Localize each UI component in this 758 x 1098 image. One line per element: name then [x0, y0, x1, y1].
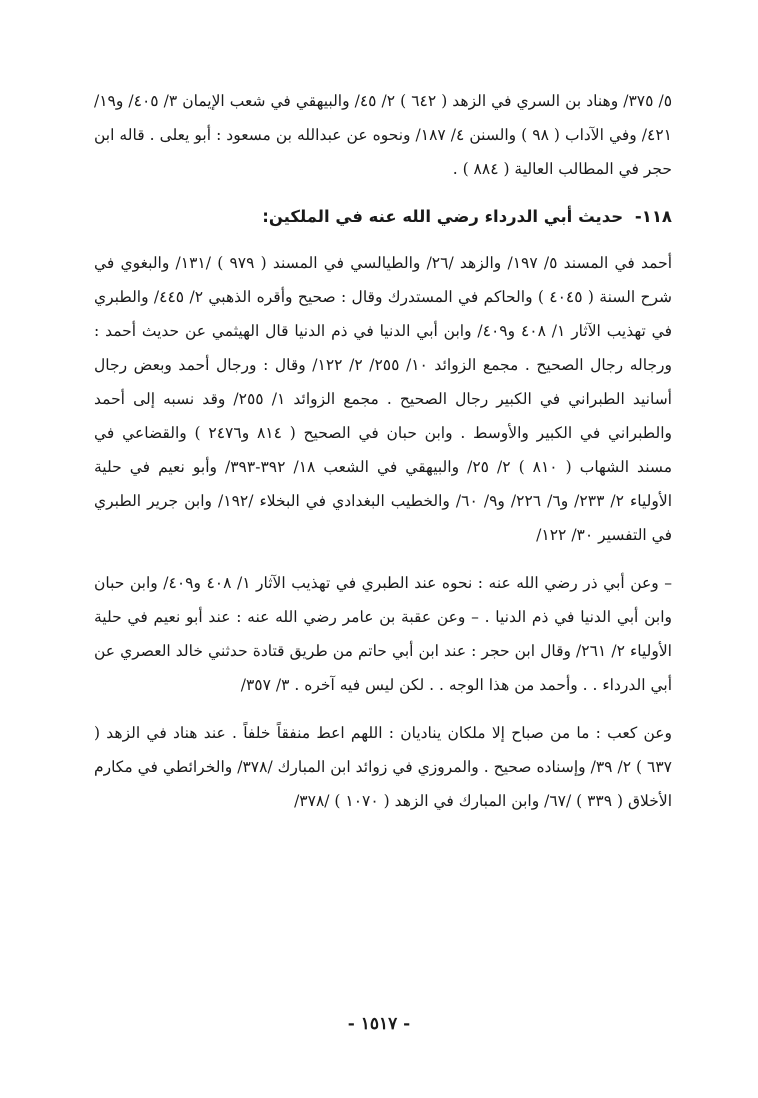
section-number: ١١٨-	[634, 207, 672, 226]
section-heading	[94, 200, 672, 234]
paragraph-abu-dharr: – وعن أبي ذر رضي الله عنه : نحوه عند الطبري في تهذيب الآثار ١/ ٤٠٨ و٤٠٩/ وابن حبان وابن أبي الدنيا في ذم الدنيا . – وعن عقبة بن عامر رضي الله عنه : عند أبو نعيم في حلية الأولياء ٢/ ٢٦١/ وقال ابن حجر : عند ابن أبي حاتم من طريق قتادة حدثني خالد العصري عن أبي الدرداء . . وأحمد من هذا الوجه . . لكن ليس فيه آخره . ٣/ ٣٥٧/	[94, 574, 672, 694]
intro-paragraph: ٥/ ٣٧٥/ وهناد بن السري في الزهد ( ٦٤٢ ) ٢/ ٤٥/ والبيهقي في شعب الإيمان ٣/ ٤٠٥/ و١٩/ ٤٢١/ وفي الآداب ( ٩٨ ) والسنن ٤/ ١٨٧/ ونحوه عن عبدالله بن مسعود : أبو يعلى . قاله ابن حجر في المطالب العالية ( ٨٨٤ ) .	[94, 92, 673, 178]
paragraph-sources: أحمد في المسند ٥/ ١٩٧/ والزهد /٢٦/ والطيالسي في المسند ( ٩٧٩ ) /١٣١/ والبغوي في شرح السنة ( ٤٠٤٥ ) والحاكم في المستدرك وقال : صحيح وأقره الذهبي ٢/ ٤٤٥/ والطبري في تهذيب الآثار ١/ ٤٠٨ و٤٠٩/ وابن أبي الدنيا في ذم الدنيا قال الهيثمي عن حديث أحمد : ورجاله رجال الصحيح . مجمع الزوائد ١٠/ ٢٥٥/ ٢/ ١٢٢/ وقال : ورجال أحمد وبعض رجال أسانيد الطبراني في الكبير رجال الصحيح . مجمع الزوائد ١/ ٢٥٥/ وقد نسبه إلى أحمد والطبراني في الكبير والأوسط . وابن حبان في الصحيح ( ٨١٤ و٢٤٧٦ ) والقضاعي في مسند الشهاب ( ٨١٠ ) ٢/ ٢٥/ والبيهقي في الشعب ١٨/ ٣٩٢-٣٩٣/ وأبو نعيم في حلية الأولياء ٢/ ٢٣٣/ و٦/ ٢٢٦/ و٩/ ٦٠/ والخطيب البغدادي في البخلاء /١٩٢/ وابن جرير الطبري في التفسير ٣٠/ ١٢٢/	[94, 254, 673, 544]
page-number: - ١٥١٧ -	[347, 1014, 411, 1034]
document-body	[94, 84, 672, 818]
section-title: حديث أبي الدرداء رضي الله عنه في الملكين:	[262, 207, 624, 226]
paragraph-kaab: وعن كعب : ما من صباح إلا ملكان يناديان : اللهم اعط منفقاً خلفاً . عند هناد في الزهد ( ٦٣٧ ) ٢/ ٣٩/ وإسناده صحيح . والمروزي في زوائد ابن المبارك /٣٧٨/ والخرائطي في مكارم الأخلاق ( ٣٣٩ ) /٦٧/ وابن المبارك في الزهد ( ١٠٧٠ ) /٣٧٨/	[94, 724, 673, 810]
